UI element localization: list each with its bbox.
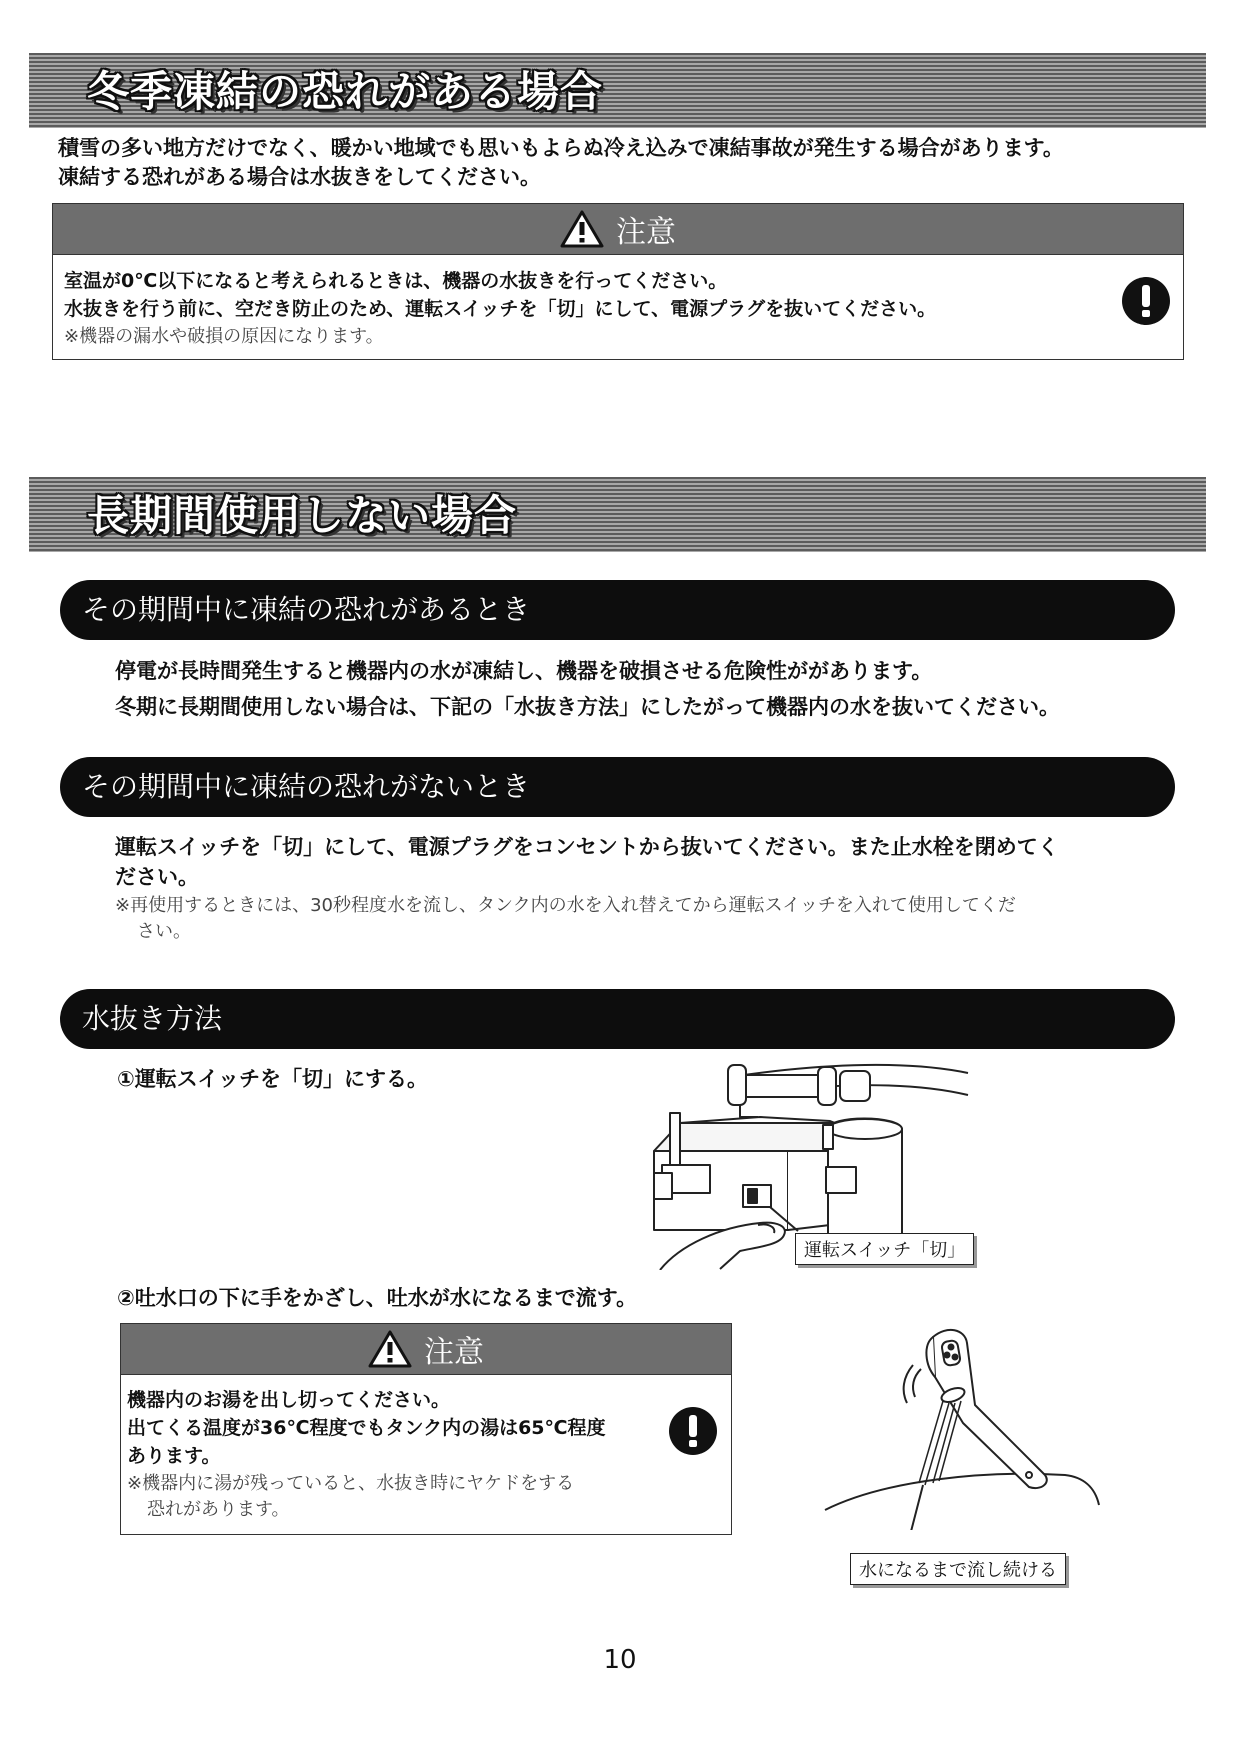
- warning-triangle-icon: [368, 1330, 412, 1368]
- caution-line-2: 出てくる温度が36℃程度でもタンク内の湯は65℃程度: [127, 1417, 606, 1439]
- section-banner-winter-freeze: [29, 53, 1206, 128]
- exclamation-mandatory-icon: [1122, 277, 1170, 325]
- intro-line-1: 積雪の多い地方だけでなく、暖かい地域でも思いもよらぬ冷え込みで凍結事故が発生する場合があります。: [58, 136, 1064, 160]
- caution-note-1: ※機器内に湯が残っていると、水抜き時にヤケドをする: [127, 1473, 575, 1494]
- section-title: 長期間使用しない場合: [87, 491, 518, 540]
- section-banner-long-term: [29, 477, 1206, 552]
- caution-box-winter: [52, 203, 1184, 360]
- faucet-illustration: [815, 1325, 1105, 1530]
- caution-header: [121, 1324, 731, 1375]
- step-1: ①運転スイッチを「切」にする。: [117, 1067, 428, 1091]
- caution-header: [53, 204, 1183, 255]
- caution-line-2: 水抜きを行う前に、空だき防止のため、運転スイッチを「切」にして、電源プラグを抜いてください。: [64, 298, 937, 320]
- caution-note: ※機器の漏水や破損の原因になります。: [64, 326, 384, 347]
- caution-line-1: 機器内のお湯を出し切ってください。: [127, 1389, 451, 1411]
- subheading-drain-method: 水抜き方法: [60, 989, 1175, 1049]
- subheading-freeze-risk: その期間中に凍結の恐れがあるとき: [60, 580, 1175, 640]
- sub2-line-1: 運転スイッチを「切」にして、電源プラグをコンセントから抜いてください。また止水栓を閉めてく: [115, 835, 1059, 859]
- sub1-line-2: 冬期に長期間使用しない場合は、下記の「水抜き方法」にしたがって機器内の水を抜いてください。: [115, 695, 1060, 719]
- sub1-line-1: 停電が長時間発生すると機器内の水が凍結し、機器を破損させる危険性ががあります。: [115, 659, 933, 683]
- caution-line-3: あります。: [127, 1445, 221, 1467]
- switch-off-callout: 運転スイッチ「切」: [795, 1233, 974, 1265]
- step-2: ②吐水口の下に手をかざし、吐水が水になるまで流す。: [117, 1286, 638, 1310]
- caution-line-1: 室温が0℃以下になると考えられるときは、機器の水抜きを行ってください。: [64, 270, 728, 292]
- subheading-no-freeze-risk: その期間中に凍結の恐れがないとき: [60, 757, 1175, 817]
- caution-label: 注意: [616, 215, 676, 250]
- section-title: 冬季凍結の恐れがある場合: [87, 67, 604, 116]
- sub2-line-2: ださい。: [115, 865, 199, 889]
- intro-line-2: 凍結する恐れがある場合は水抜きをしてください。: [58, 165, 541, 189]
- sub2-note-line-1: ※再使用するときには、30秒程度水を流し、タンク内の水を入れ替えてから運転スイッチを入れて使用してくだ: [115, 895, 1016, 916]
- caution-note-2: 恐れがあります。: [147, 1499, 290, 1520]
- keep-running-callout: 水になるまで流し続ける: [850, 1553, 1066, 1585]
- exclamation-mandatory-icon: [669, 1407, 717, 1455]
- caution-label: 注意: [424, 1335, 484, 1370]
- warning-triangle-icon: [560, 210, 604, 248]
- sub2-note-line-2: さい。: [137, 921, 191, 942]
- caution-box-hot-water: [120, 1323, 732, 1535]
- page-number: 10: [603, 1645, 637, 1675]
